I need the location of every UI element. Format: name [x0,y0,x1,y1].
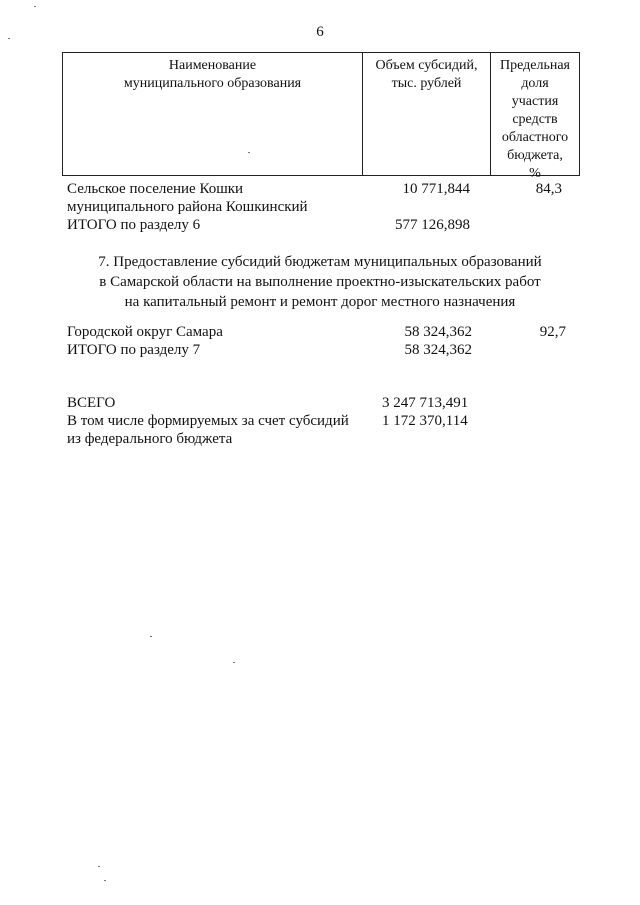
section6-row-share: 84,3 [535,181,562,197]
section7-row-name: Городской округ Самара [67,324,223,340]
section7-title: 7. Предоставление субсидий бюджетам муниципальных образований в Самарской области на выполнение проектно-изыскательских работ на капитальный ремонт и ремонт дорог местного назначения [98,254,542,310]
scan-speck [34,6,36,7]
section6-row-name: Сельское поселение Кошки муниципального района Кошкинский [67,181,308,215]
section7-total-value: 58 324,362 [404,342,472,358]
section6-total-label: ИТОГО по разделу 6 [67,217,201,233]
section6-row-volume: 10 771,844 [402,181,470,197]
header-share-column: Предельная доля участия средств областного бюджета, % [500,58,570,181]
scan-speck [104,880,106,881]
section6-total-value: 577 126,898 [395,217,470,233]
scan-speck [8,38,10,39]
grand-total-value: 3 247 713,491 [382,395,469,411]
scan-speck [248,152,250,153]
federal-subsidy-label: В том числе формируемых за счет субсидий из федерального бюджета [67,413,349,447]
section7-total-label: ИТОГО по разделу 7 [67,342,201,358]
section7-row-volume: 58 324,362 [404,324,472,340]
scan-speck [150,636,152,637]
section7-row-share: 92,7 [539,324,566,340]
grand-total-label: ВСЕГО [67,395,116,411]
table-header [62,52,580,181]
header-name-column: Наименование муниципального образования [63,53,363,175]
page-number: 6 [316,24,324,40]
scan-speck [98,866,100,867]
header-volume-column: Объем субсидий, тыс. рублей [363,53,491,175]
federal-subsidy-value: 1 172 370,114 [382,413,468,429]
scan-speck [233,662,235,663]
